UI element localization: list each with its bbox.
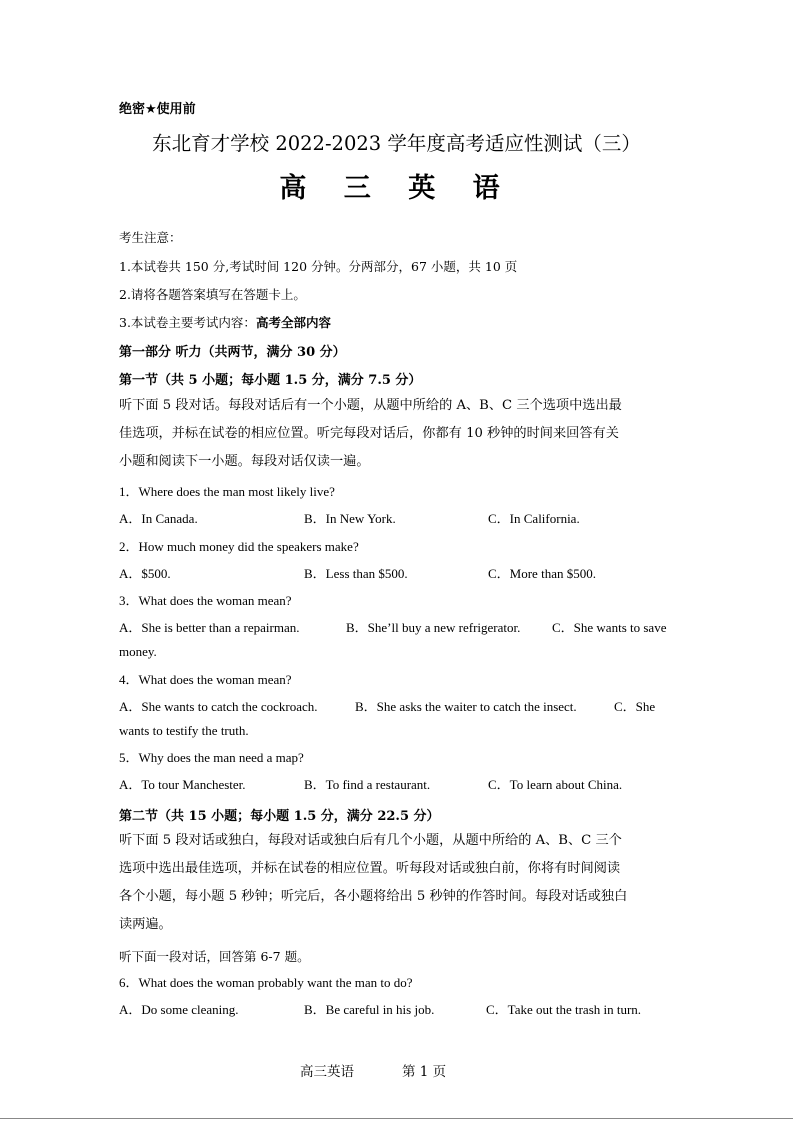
instruction-line: 读两遍。 <box>119 917 172 932</box>
question-2: 2．How much money did the speakers make? <box>119 539 359 554</box>
footer-subject: 高三英语 <box>300 1064 354 1080</box>
bottom-divider <box>0 1118 793 1119</box>
instruction-line: 听下面 5 段对话。每段对话后有一个小题，从题中所给的 A、B、C 三个选项中选出最 <box>119 398 622 413</box>
option-c: C．In California. <box>488 511 580 526</box>
question-1: 1．Where does the man most likely live? <box>119 484 335 499</box>
option-a: A．In Canada. <box>119 511 198 526</box>
question-6: 6．What does the woman probably want the man to do? <box>119 975 413 990</box>
option-b: B．Be careful in his job. <box>304 1002 435 1017</box>
option-c: C．She wants to save <box>552 620 667 635</box>
instruction-line: 各个小题，每小题 5 秒钟；听完后，各小题将给出 5 秒钟的作答时间。每段对话或独白 <box>119 889 628 904</box>
instruction-line: 听下面 5 段对话或独白，每段对话或独白后有几个小题，从题中所给的 A、B、C 三个 <box>119 833 622 848</box>
instruction-line: 小题和阅读下一小题。每段对话仅读一遍。 <box>119 454 370 469</box>
notice-item-text: 3.本试卷主要考试内容： <box>119 315 256 330</box>
section1-title: 第一节（共 5 小题；每小题 1.5 分，满分 7.5 分） <box>119 373 422 388</box>
option-b: B．To find a restaurant. <box>304 777 431 792</box>
option-c: C．She <box>614 699 656 714</box>
notice-title: 考生注意： <box>119 230 182 245</box>
option-a: A．She wants to catch the cockroach. <box>119 699 318 714</box>
option-b: B．In New York. <box>304 511 396 526</box>
option-c: C．To learn about China. <box>488 777 623 792</box>
question-4: 4．What does the woman mean? <box>119 672 292 687</box>
option-a: A．Do some cleaning. <box>119 1002 239 1017</box>
option-c-continued: money. <box>119 644 157 659</box>
option-c: C．More than $500. <box>488 566 596 581</box>
section1-instructions <box>119 392 683 476</box>
option-c: C．Take out the trash in turn. <box>486 1002 642 1017</box>
part1-title: 第一部分 听力（共两节，满分 30 分） <box>119 345 346 360</box>
option-a: A．To tour Manchester. <box>119 777 246 792</box>
notice-item: 2.请将各题答案填写在答题卡上。 <box>119 287 306 302</box>
notice-item: 1.本试卷共 150 分,考试时间 120 分钟。分两部分，67 小题，共 10 页 <box>119 259 518 274</box>
instruction-line: 佳选项，并标在试卷的相应位置。听完每段对话后，你都有 10 秒钟的时间来回答有关 <box>119 426 619 441</box>
notice-item <box>119 313 331 331</box>
school-title: 东北育才学校 2022-2023 学年度高考适应性测试（三） <box>152 132 641 155</box>
option-b: B．She’ll buy a new refrigerator. <box>346 620 521 635</box>
option-a: A．$500. <box>119 566 171 581</box>
exam-scope: 高考全部内容 <box>255 315 331 330</box>
confidential-label: 绝密★使用前 <box>119 102 196 117</box>
option-a: A．She is better than a repairman. <box>119 620 300 635</box>
listening-prompt: 听下面一段对话，回答第 6-7 题。 <box>119 949 310 964</box>
subject-title: 高 三 英 语 <box>279 173 514 204</box>
instruction-line: 选项中选出最佳选项，并标在试卷的相应位置。听每段对话或独白前，你将有时间阅读 <box>119 861 621 876</box>
option-b: B．She asks the waiter to catch the insect. <box>355 699 577 714</box>
section2-instructions <box>119 827 683 939</box>
question-3: 3．What does the woman mean? <box>119 593 292 608</box>
page-number: 第 1 页 <box>402 1064 447 1080</box>
section2-title: 第二节（共 15 小题；每小题 1.5 分，满分 22.5 分） <box>119 809 440 824</box>
question-5: 5．Why does the man need a map? <box>119 750 304 765</box>
option-b: B．Less than $500. <box>304 566 408 581</box>
option-c-continued: wants to testify the truth. <box>119 723 249 738</box>
